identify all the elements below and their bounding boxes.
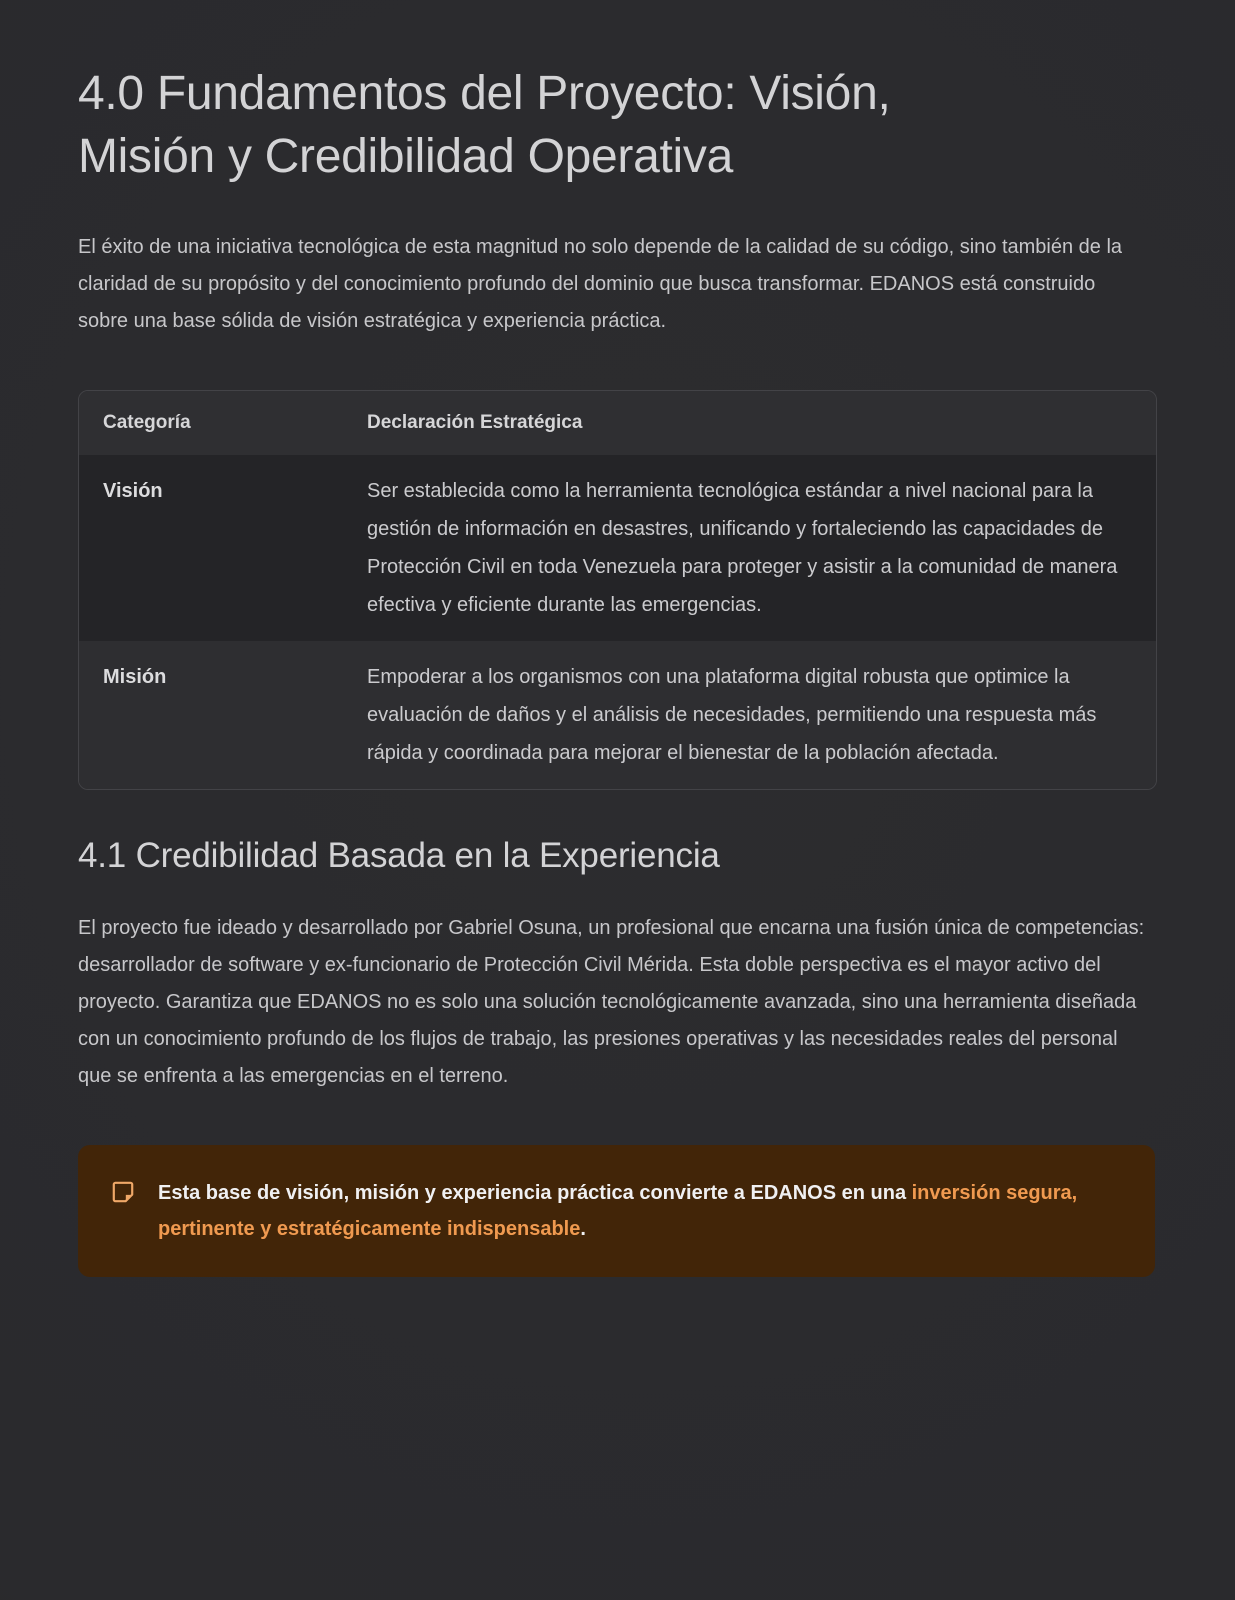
page-title <box>78 0 1157 189</box>
section-title: 4.1 Credibilidad Basada en la Experiencia <box>78 836 720 876</box>
callout-text-period: . <box>580 1218 586 1241</box>
table-cell-statement: Empoderar a los organismos con una plataforma digital robusta que optimice la evaluación de daños y el análisis de necesidades, permitiendo una respuesta más rápida y coordinada para mejorar el bienestar de la población afectada. <box>367 666 1097 765</box>
callout-text <box>158 1175 1108 1247</box>
page-title-line-2: Misión y Credibilidad Operativa <box>78 130 733 184</box>
table-header-row <box>79 391 1156 456</box>
table-cell-category: Visión <box>103 480 163 503</box>
table-row <box>79 641 1156 789</box>
section-paragraph: El proyecto fue ideado y desarrollado por Gabriel Osuna, un profesional que encarna una fusión única de competencias: desarrollador de software y ex-funcionario de Protección Civil Mérida. Esta doble perspectiva es el mayor activo del proyecto. Garantiza que EDANOS no es solo una solución tecnológicamente avanzada, sino una herramienta diseñada con un conocimiento profundo de los flujos de trabajo, las presiones operativas y las necesidades reales del personal que se enfrenta a las emergencias en el terreno. <box>78 917 1145 1088</box>
page-title-line-1: 4.0 Fundamentos del Proyecto: Visión, <box>78 67 891 120</box>
callout-text-accent: inversión segura, pertinente y estratégicamente indispensable <box>158 1182 1078 1241</box>
table-header-category: Categoría <box>103 411 191 433</box>
table-header-statement: Declaración Estratégica <box>367 411 583 433</box>
callout-text-plain: Esta base de visión, misión y experiencia práctica convierte a EDANOS en una <box>158 1182 912 1205</box>
intro-paragraph: El éxito de una iniciativa tecnológica de esta magnitud no solo depende de la calidad de su código, sino también de la claridad de su propósito y del conocimiento profundo del dominio que busca transformar. EDANOS está construido sobre una base sólida de visión estratégica y experiencia práctica. <box>78 235 1123 332</box>
strategy-table <box>78 390 1157 791</box>
key-takeaway-callout <box>78 1145 1155 1277</box>
table-row <box>79 455 1156 641</box>
table-cell-statement: Ser establecida como la herramienta tecnológica estándar a nivel nacional para la gestión de información en desastres, unificando y fortaleciendo las capacidades de Protección Civil en toda Venezuela para proteger y asistir a la comunidad de manera efectiva y eficiente durante las emergencias. <box>367 480 1118 617</box>
table-cell-category: Misión <box>103 666 167 689</box>
sticky-note-icon <box>110 1179 136 1210</box>
